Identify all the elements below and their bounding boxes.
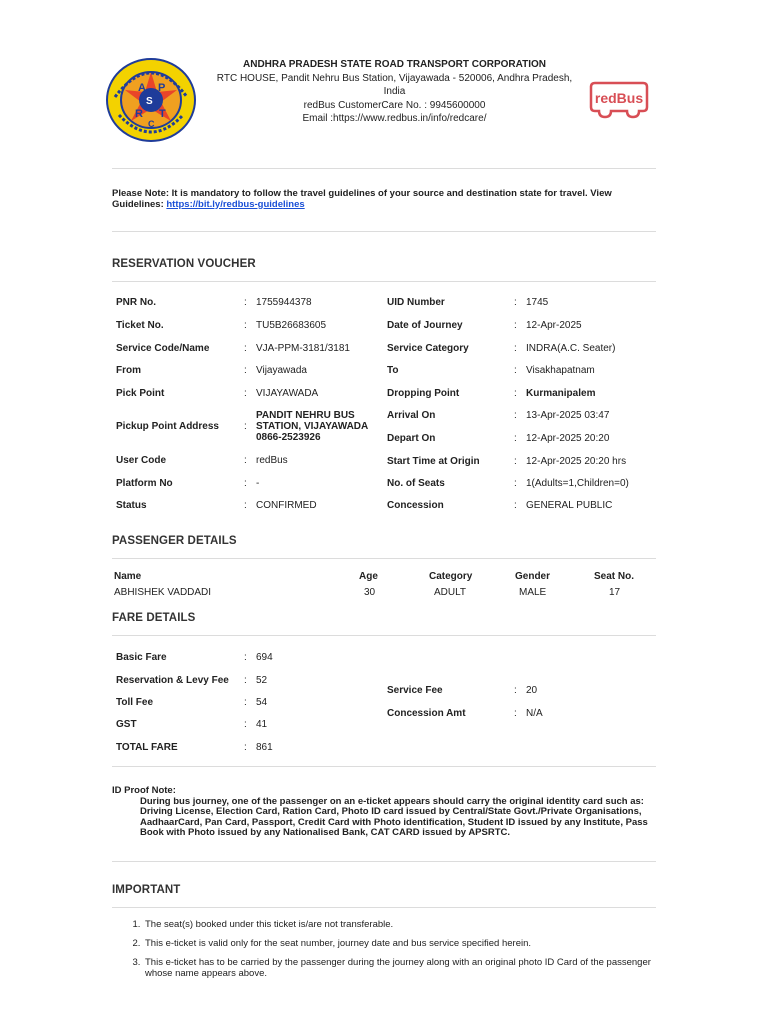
depart-label: Depart On [387,433,436,444]
note-text: Please Note: It is mandatory to follow the travel guidelines of your source and destination state for travel. View Guidelines: [112,188,612,210]
id-proof-text: During bus journey, one of the passenger on an e-ticket appears should carry the original identity card such as: Driving License, Election Card, Ration Card, Photo ID card issued by Central/State Govt./Private Organisations, AadhaarCard, Pan Card, Passport, Credit Card with Photo identification, Student ID issued by any Institute, Pass Book with Photo issued by any Nationalised Bank, CAT CARD issued by APSRTC. [140,795,648,838]
concession-label: Concession [387,500,444,511]
divider [112,907,656,908]
platform-label: Platform No [116,478,173,489]
dropping-point-value: Kurmanipalem [526,388,596,399]
uid-value: 1745 [526,297,549,308]
pick-point-value: VIJAYAWADA [256,388,319,399]
pick-point-label: Pick Point [116,388,165,399]
customer-care: redBus CustomerCare No. : 9945600000 [303,99,486,111]
guidelines-link[interactable]: https://bit.ly/redbus-guidelines [166,198,305,210]
divider [112,558,656,559]
seats-value: 1(Adults=1,Children=0) [526,478,629,489]
basic-fare-label: Basic Fare [116,652,167,663]
service-code-value: VJA-PPM-3181/3181 [256,343,350,354]
service-category-value: INDRA(A.C. Seater) [526,343,616,354]
start-time-label: Start Time at Origin [387,456,480,467]
reservation-fee-value: 52 [256,675,268,686]
apsrtc-logo [105,57,197,143]
pickup-address-value: PANDIT NEHRU BUS STATION, VIJAYAWADA 0866-2523926 [256,410,368,443]
svg-text:A: A [138,82,146,94]
id-proof-heading: ID Proof Note: [112,785,176,796]
concession-value: GENERAL PUBLIC [526,500,613,511]
to-value: Visakhapatnam [526,365,595,376]
doj-label: Date of Journey [387,320,463,331]
divider [112,168,656,169]
arrival-label: Arrival On [387,410,436,421]
arrival-value: 13-Apr-2025 03:47 [526,410,610,421]
header-block [207,58,582,126]
ticket-value: TU5B26683605 [256,320,327,331]
col-category-header: Category [429,571,473,582]
col-gender-header: Gender [515,571,551,582]
org-name: ANDHRA PRADESH STATE ROAD TRANSPORT CORPORATION [243,59,546,70]
service-code-label: Service Code/Name [116,343,210,354]
start-time-value: 12-Apr-2025 20:20 hrs [526,456,627,467]
svg-text:R: R [135,108,143,120]
important-item: 2. This e-ticket is valid only for the seat number, journey date and bus service specified herein. [143,938,663,949]
reservation-fee-label: Reservation & Levy Fee [116,675,229,686]
important-list [112,919,663,987]
email-line: Email :https://www.redbus.in/info/redcare/ [302,113,487,124]
user-code-label: User Code [116,455,167,466]
passenger-title: PASSENGER DETAILS [112,535,237,547]
divider [112,231,656,232]
svg-text:P: P [158,82,166,94]
divider [112,281,656,282]
concession-amt-label: Concession Amt [387,708,466,719]
to-label: To [387,365,399,376]
uid-label: UID Number [387,297,445,308]
divider [112,635,656,636]
id-proof-body [112,797,656,839]
platform-value: - [256,478,260,489]
concession-amt-value: N/A [526,708,543,719]
from-value: Vijayawada [256,365,307,376]
depart-value: 12-Apr-2025 20:20 [526,433,610,444]
svg-text:redBus: redBus [594,90,644,106]
org-address: RTC HOUSE, Pandit Nehru Bus Station, Vijayawada - 520006, Andhra Pradesh, India [216,72,573,97]
service-category-label: Service Category [387,343,469,354]
divider [112,861,656,862]
redbus-logo [589,79,649,119]
seats-label: No. of Seats [387,478,445,489]
passenger-category: ADULT [434,587,467,598]
status-value: CONFIRMED [256,500,317,511]
pnr-value: 1755944378 [256,297,312,308]
fare-title: FARE DETAILS [112,612,196,624]
gst-label: GST [116,719,137,730]
ticket-label: Ticket No. [116,320,164,331]
toll-fee-label: Toll Fee [116,697,154,708]
user-code-value: redBus [256,455,288,466]
pickup-address-label: Pickup Point Address [116,421,219,432]
status-label: Status [116,500,147,511]
passenger-seat: 17 [609,587,621,598]
passenger-name: ABHISHEK VADDADI [114,587,212,598]
important-item: 3. This e-ticket has to be carried by the passenger during the journey along with an original photo ID Card of the passenger whose name appears above. [143,957,663,979]
service-fee-label: Service Fee [387,685,443,696]
passenger-gender: MALE [519,587,547,598]
from-label: From [116,365,141,376]
id-proof-note [112,786,656,839]
toll-fee-value: 54 [256,697,268,708]
col-name-header: Name [114,571,142,582]
doj-value: 12-Apr-2025 [526,320,582,331]
col-age-header: Age [359,571,378,582]
divider [112,766,656,767]
svg-text:T: T [159,108,166,120]
basic-fare-value: 694 [256,652,273,663]
important-title: IMPORTANT [112,884,181,896]
svg-text:S: S [146,96,153,107]
gst-value: 41 [256,719,268,730]
dropping-point-label: Dropping Point [387,388,460,399]
pnr-label: PNR No. [116,297,156,308]
total-fare-label: TOTAL FARE [116,742,178,753]
passenger-age: 30 [364,587,376,598]
important-item: 1. The seat(s) booked under this ticket is/are not transferable. [143,919,663,930]
reservation-title: RESERVATION VOUCHER [112,258,256,270]
service-fee-value: 20 [526,685,538,696]
total-fare-value: 861 [256,742,273,753]
svg-text:C: C [148,119,155,129]
col-seat-header: Seat No. [594,571,635,582]
travel-guidelines-note [112,189,656,210]
